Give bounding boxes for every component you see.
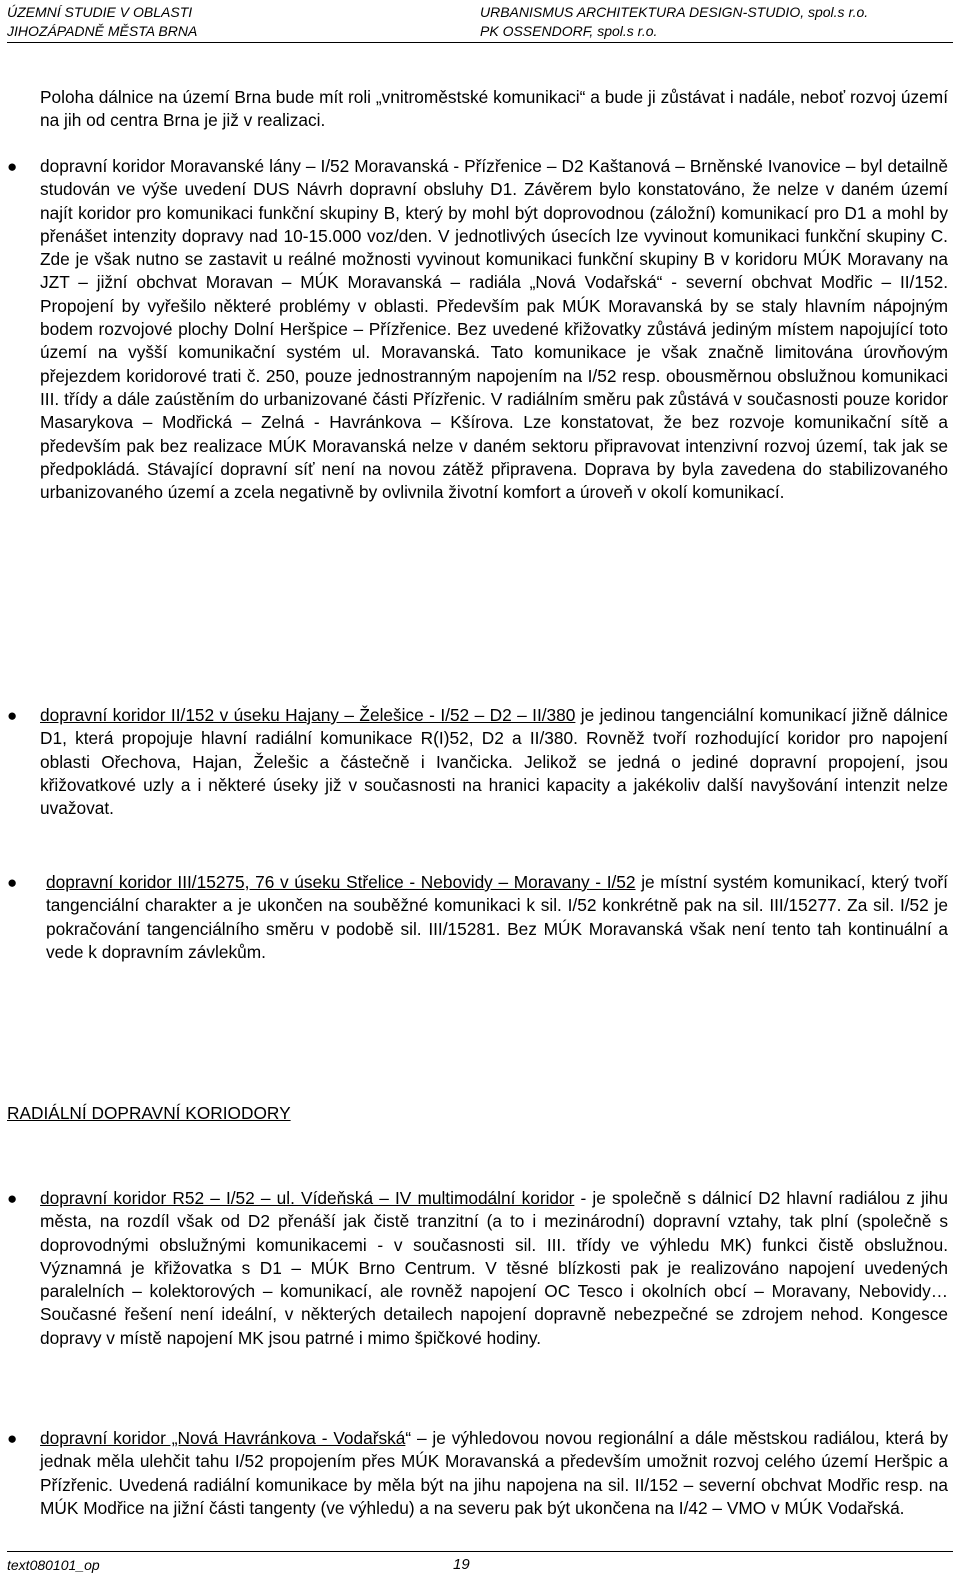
- header-right-line1: URBANISMUS ARCHITEKTURA DESIGN-STUDIO, spol.s r.o.: [480, 4, 869, 20]
- section-heading: RADIÁLNÍ DOPRAVNÍ KORIODORY: [7, 1103, 291, 1123]
- footer-doc-id: text080101_op: [7, 1557, 100, 1573]
- list-item-title: dopravní koridor „Nová Havránkova - Vodařská: [40, 1428, 406, 1448]
- list-item-title: dopravní koridor II/152 v úseku Hajany – Želešice - I/52 – D2 – II/380: [40, 705, 576, 725]
- list-item-title: dopravní koridor III/15275, 76 v úseku Střelice - Nebovidy – Moravany - I/52: [46, 872, 636, 892]
- header-right: [480, 3, 868, 41]
- header-right-line2: PK OSSENDORF, spol.s r.o.: [480, 23, 658, 39]
- list-item: [7, 1187, 948, 1350]
- list-item: [7, 1427, 948, 1520]
- header-left: [7, 3, 197, 41]
- header-left-line2: JIHOZÁPADNĚ MĚSTA BRNA: [7, 23, 198, 39]
- list-item-text: “ – je výhledovou novou regionální a dále městskou radiálou, která by jednak měla ulehčit tahu I/52 propojením přes MÚK Moravanská a především umožnit rozvoj celého území Heršpic a Přízřenic. Uvedená radiální komunikace by měla být na jihu napojena na sil. II/152 – severní obchvat Modřic resp. na MÚK Modřice na jižní části tangenty (ve výhledu) a na severu pak být ukončena na I/42 – VMO v MÚK Vodařská.: [40, 1428, 948, 1518]
- footer-divider: [7, 1551, 953, 1552]
- list-item: [7, 155, 948, 504]
- intro-paragraph: Poloha dálnice na území Brna bude mít roli „vnitroměstské komunikaci“ a bude ji zůstávat i nadále, neboť rozvoj území na jih od centra Brna je již v realizaci.: [40, 87, 948, 131]
- header-divider: [7, 42, 953, 43]
- list-item: [7, 704, 948, 820]
- list-item: [7, 871, 948, 964]
- bullet-icon: ●: [7, 1189, 18, 1208]
- list-item-title: dopravní koridor R52 – I/52 – ul. Vídeňská – IV multimodální koridor: [40, 1188, 575, 1208]
- bullet-icon: ●: [7, 873, 18, 892]
- header-left-line1: ÚZEMNÍ STUDIE V OBLASTI: [7, 4, 193, 20]
- page-number: 19: [453, 1556, 470, 1573]
- bullet-icon: ●: [7, 706, 18, 725]
- bullet-icon: ●: [7, 1429, 18, 1448]
- list-item-text: je jedinou tangenciální komunikací jižně dálnice D1, která propojuje hlavní radiální komunikace R(I)52, D2 a II/380. Rovněž tvoří rozhodující koridor pro napojení oblasti Ořechova, Hajan, Želešic a částečně i Ivančicka. Jelikož se jedná o jediné dopravní propojení, jsou křižovatkové uzly a i některé úseky již v současnosti na hranici kapacity a jakékoliv další navyšování intenzit nelze uvažovat.: [40, 705, 948, 819]
- list-item-text: je místní systém komunikací, který tvoří tangenciální charakter a je ukončen na souběžné komunikaci k sil. I/52 konkrétně pak na sil. III/15277. Za sil. I/52 je pokračování tangenciálního směru v podobě sil. III/15281. Bez MÚK Moravanská však není tento tah kontinuální a vede k dopravním závlekům.: [46, 872, 948, 962]
- list-item-text: dopravní koridor Moravanské lány – I/52 Moravanská - Přízřenice – D2 Kaštanová – Brněnské Ivanovice – byl detailně studován ve výše uvedení DUS Návrh dopravní obsluhy D1. Závěrem bylo konstatováno, že nelze v daném území najít koridor pro komunikaci funkční skupiny B, který by mohl být doprovodnou (záložní) komunikací pro D1 a mohl by přenášet intenzity dopravy nad 10-15.000 voz/den. V jednotlivých úsecích lze vyvinout komunikaci funkční skupiny C. Zde je však nutno se zastavit u reálné možnosti vyvinout komunikaci funkční skupiny B v koridoru MÚK Moravany na JZT – jižní obchvat Moravan – MÚK Moravanská – radiála „Nová Vodařská“ - severní obchvat Modřic – II/152. Propojení by vyřešilo některé problémy v oblasti. Především pak MÚK Moravanská by se staly hlavním nápojným bodem rozvojové plochy Dolní Heršpice – Přízřenice. Bez uvedené křižovatky zůstává jediným místem napojující toto území na vyšší komunikační systém ul. Moravanská. Tato komunikace je však značně limitována úrovňovým přejezdem koridorové trati č. 250, pouze jednostranným napojením na I/52 resp. obousměrnou obslužnou komunikaci III. třídy a dále zaústěním do urbanizované části Přízřenic. V radiálním směru pak zůstává v současnosti pouze koridor Masarykova – Modřická – Zelná - Havránkova – Kšírova. Lze konstatovat, že bez rozvoje komunikační sítě a především pak bez realizace MÚK Moravanská nelze v daném sektoru připravovat intenzivní rozvoj území, tak jak se předpokládá. Stávající dopravní síť není na novou zátěž připravena. Doprava by byla zavedena do stabilizovaného urbanizovaného území a zcela negativně by ovlivnila životní komfort a úroveň v okolí komunikací.: [40, 156, 948, 503]
- list-item-text: - je společně s dálnicí D2 hlavní radiálou z jihu města, na rozdíl však od D2 přenáší jak čistě tranzitní (a to i mezinárodní) dopravní vztahy, tak plní (společně s doprovodnými obslužnými komunikacemi - v současnosti sil. III. třídy ve výhledu MK) funkci čistě obslužnou. Významná je křižovatka s D1 – MÚK Brno Centrum. V těsné blízkosti pak je realizováno napojení uvedených paralelních – kolektorových – komunikací, ale rovněž napojení OC Tesco i okolních obcí – Moravany, Nebovidy… Současné řešení není ideální, v některých detailech napojení dopravně nebezpečné se zdrojem nehod. Kongesce dopravy v místě napojení MK jsou patrné i mimo špičkové hodiny.: [40, 1188, 948, 1348]
- bullet-icon: ●: [7, 157, 18, 176]
